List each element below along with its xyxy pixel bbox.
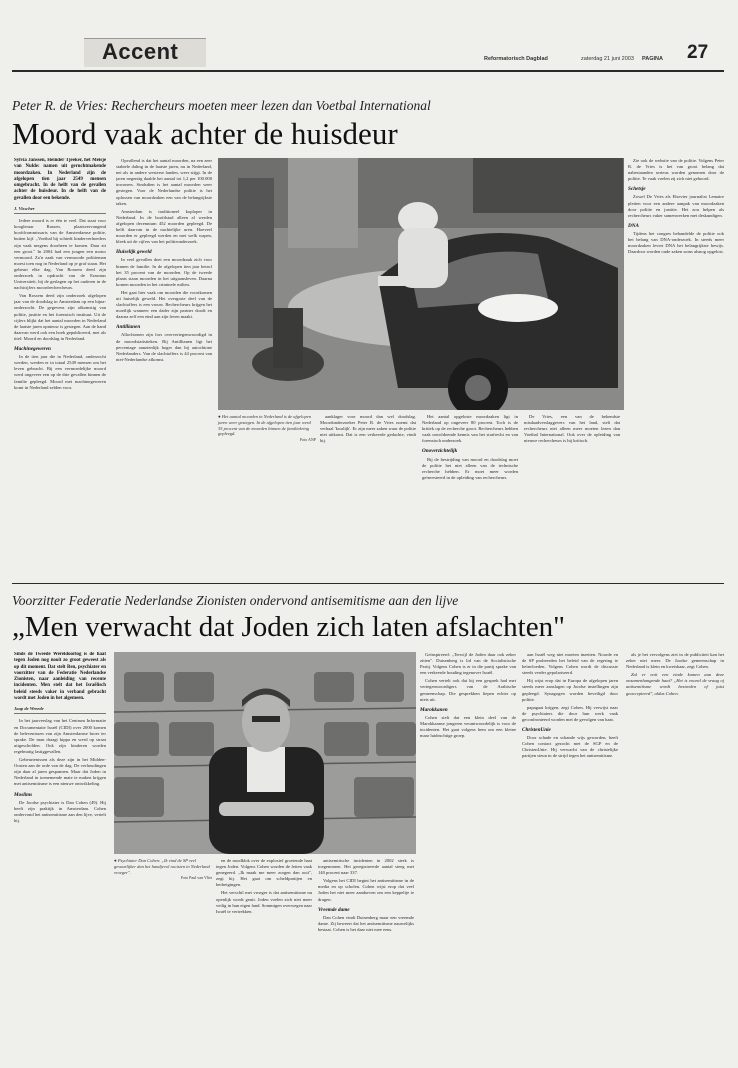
article2-sub-2: Vreemde dame: [318, 906, 350, 913]
article1-sub-6: DNA: [628, 222, 639, 229]
article2-caption-text: Psychiater Dan Cohen: „Ik vind de SP veel gevaarlijker dan het handjevol racisten in Nederland vroeger".: [114, 858, 210, 875]
article1-text-5: De Vries, een van de bekendste misdaadverslaggevers van het land, stelt dat rechercheurs niet alleen meer moeten lezen dan Voetbal International. Ook over de opleiding van nieuwe rechercheurs is hij kritisch.: [524, 414, 620, 444]
article2-caption: [114, 858, 212, 881]
article2-lead: Sinds de Tweede Wereldoorlog is de haat tegen Joden nog nooit zo groot geweest als op dit moment. Dat stelt Ben, psychiater en voorzitter van de Federatie Nederlandse Zionisten, naar aanleiding van recente incidenten. Men stelt dat het Israëlisch beleid steeds vaker in verband gebracht wordt met Joden in het algemeen.: [14, 652, 106, 702]
article1-text-1b: Van Rossem deed zijn onderzoek afgelopen jaar van de doodslag in Amsterdam op een bijna-onderzocht. De gegevens zijn afkomstig van politie, justitie en het forensisch instituut. Uit de cijfers blijkt dat het aantal moorden in Nederland de laatste jaren opnieuw is gestegen. Aan de hand daarvan werd ook een boek gepubliceerd, met als titel: Moord en doodslag in Nederland.: [14, 293, 106, 341]
article1-lead: Sylvia Janssen, Heinder Tjeeker, het Meisje van Nulde: namen uit geruchtmakende moordzaken. In Nederland zijn de afgelopen tien jaar 2549 mensen omgebracht. In de helft van de gevallen achter de huisdeur. In de helft van de gevallen door een bekende.: [14, 158, 106, 201]
article1-text-6b: Zowel De Vries als Elsevier journalist Lemaire pleiten voor een andere aanpak van moordzaken door politie en justitie. Het zou helpen als rechercheurs vaker samenwerken met deskundigen.: [628, 194, 724, 218]
section-title: Accent: [102, 39, 179, 64]
article2-col5: [522, 652, 618, 1056]
article2-sub-4: ChristenUnie: [522, 727, 551, 734]
article1-text-6: Zie ook de website van de politie. Volgens Peter R. de Vries is het van groot belang dat nabestaanden serieus worden genomen door de politie. Te vaak voelen zij zich niet gehoord.: [628, 158, 724, 182]
article1-caption-text: Het aantal moorden in Nederland is de afgelopen jaren weer gestegen. In de afgelopen tien jaar werd 35 procent van de moorden binnen de familiekring gepleegd.: [218, 414, 312, 437]
article1-text-2: Opvallend is dat het aantal moorden, na een zeer stabiele daling in de laatste jaren, nu in Nederland, net als in andere westerse landen, weer stijgt. In de jaren negentig daalde het aantal tot 1,2 per 100.000 inwoners. Sindsdien is het aantal moorden weer gestegen. Voor de Nederlandse politie is het oplossen van moordzaken een van de belangrijkste taken.: [116, 158, 212, 206]
article2-text-2: en de noodklok over de explosief groeiende haat tegen Joden. Volgens Cohen worden de feiten vaak genegeerd. „Ik maak me meer zorgen dan ooit", zegt hij. Het gaat om scheldpartijen en bedreigingen.: [216, 858, 312, 888]
article2-text-5b: Hij wijst erop dat in Europa de afgelopen jaren steeds meer aanslagen op Joodse instellingen zijn gepleegd. Synagogen worden beveiligd door politie.: [522, 678, 618, 702]
article1-headline: Moord vaak achter de huisdeur: [12, 116, 398, 151]
article2-photo: [114, 652, 416, 854]
article1-kicker: Peter R. de Vries: Rechercheurs moeten meer lezen dan Voetbal International: [12, 98, 431, 113]
article1-col4: [422, 414, 518, 568]
article1-byline: J. Visscher: [14, 206, 106, 214]
article1-col3: [320, 414, 416, 568]
article2-text-2b: Het verschil met vroeger is dat antisemitisme nu openlijk wordt geuit. Joden voelen zich niet meer veilig in hun eigen land. Sommigen overwegen naar Israël te vertrekken.: [216, 890, 312, 914]
article1-text-2e: Allochtonen zijn fors oververtegenwoordigd in de moordstatistieken. Bij Antillianen ligt het percentage aanzienlijk hoger dan bij autochtone Nederlanders. Van de slachtoffers is 44 procent van niet-Nederlandse afkomst.: [116, 332, 212, 362]
article1-text-6c: Tijdens het congres behandelde de politie ook het belang van DNA-onderzoek. In steeds meer moordzaken levert DNA het belangrijkste bewijs. Daardoor worden oude zaken soms alsnog opgelost.: [628, 230, 724, 255]
masthead-rule: [12, 70, 724, 72]
article2-sub-1: Moslims: [14, 791, 33, 798]
masthead: [14, 32, 724, 70]
article1-text-4b: Bij de bestrijding van moord en doodslag moet de politie het niet alleen van de technische recherche hebben. Er moet meer worden geïnvesteerd in de opleiding van rechercheurs.: [422, 456, 518, 480]
article2-text-6: papagaai krijgen, zegt Cohen. Hij verwijst naar de psychiaters die door hun werk vaak geconfronteerd worden met de gevolgen van haat.: [522, 704, 618, 722]
article1-sub-1: Machinegeweren: [14, 346, 51, 353]
article2-headline: „Men verwacht dat Joden zich laten afslachten": [12, 611, 565, 643]
newspaper-name: Reformatorisch Dagblad: [484, 56, 548, 62]
article2-text-4b: Cohen vertelt ook dat hij een gesprek had met vertegenwoordigers van de Arabische gemeenschap. Die gesprekken liepen echter op niets uit.: [420, 678, 516, 702]
page-number: 27: [687, 42, 709, 63]
article2-text-4c: Cohen stelt dat een klein deel van de Marokkaanse jongeren verantwoordelijk is voor de incidenten. Het gaat volgens hem om een kleine maar luidruchtige groep.: [420, 714, 516, 739]
article2-col7: [626, 652, 724, 1056]
article1-col5: [524, 414, 620, 568]
article2-photo-credit: Foto Paul van Vliet: [180, 875, 212, 881]
article1-text-2c: In veel gevallen doet een moordzaak zich voor binnen de familie. In de afgelopen tien jaar betrof het 35 procent van de moorden. Op de tweede plaats staan moorden in het uitgaansleven. Daarna komen moorden in het criminele milieu.: [116, 257, 212, 287]
portrait-photo-image: [114, 652, 416, 854]
article1-col1: [14, 158, 106, 570]
article2-text-3: antisemitische incidenten in 2002 sterk is toegenomen. Het geregistreerde aantal steeg met 140 procent naar 337.: [318, 858, 414, 876]
article2-text-1: In het jaarverslag van het Centrum Informatie en Documentatie Israël (CIDI) over 2000 komen de belevenissen van zijn Amsterdamse broer ter sprake. De man draagt kippa en werd op straat uitgescholden. Ook zijn kinderen worden regelmatig lastiggevallen.: [14, 718, 106, 754]
article1-caption: [218, 414, 316, 443]
article2-col2: [216, 858, 312, 1056]
article2-text-3c: Dan Cohen vindt Duisenberg maar een vreemde dame. Zij beweert dat het antisemitisme nauwelijks bestaat. Cohen is het daar niet mee eens.: [318, 914, 414, 932]
article2-text-3b: Volgens het CIDI begint het antisemitisme in de media en op scholen. Cohen wijst erop dat veel Joden het niet meer aandurven om een keppeltje te dragen.: [318, 878, 414, 902]
article2-kicker: Voorzitter Federatie Nederlandse Zionisten ondervond antisemitisme aan den lijve: [12, 593, 459, 608]
article1-text-2b: Amsterdam is traditioneel koploper in Nederland. In de hoofdstad alleen al werden afgelopen decennium 452 moorden gepleegd. De helft daarvan in de nachtelijke uren. Hoeveel moorden er gepleegd werden en met welk wapen, bleek uit de cijfers van het politieonderzoek.: [116, 208, 212, 245]
article2-byline: Jaap de Wreede: [14, 706, 106, 714]
article2-col4: [420, 652, 516, 1056]
article1-sub-4: Onoverzichtelijk: [422, 448, 458, 455]
article2-text-7: als je het vervolgens ziet in de publiciteit kan het zeker niet meer. De Joodse gemeenschap in Nederland is klein en kwetsbaar, zegt Cohen.: [626, 652, 724, 670]
article1-text-2d: Het gaat hier vaak om moorden die voortkomen uit huiselijk geweld. Het overgrote deel van de slachtoffers is een vrouw. Rechercheurs krijgen het moeilijk wanneer een dader zijn partner doodt en daarna zelf een eind aan zijn leven maakt.: [116, 289, 212, 320]
caption-bullet-icon: ●: [218, 414, 222, 419]
article2-text-5: aan Israël weg niet moeten inzetten. Noorde en de SP probeerden het beleid van de regering te beïnvloeden. Volgens Cohen wordt de discussie steeds verder gepolariseerd.: [522, 652, 618, 676]
crime-scene-photo-image: [218, 158, 624, 410]
article2-col3: [318, 858, 414, 1056]
article1-col6: [628, 158, 724, 570]
article-divider: [12, 583, 724, 584]
article1-sub-5: Schetsje: [628, 186, 646, 193]
article2-text-1b: Gebeurtenissen als deze zijn in het Midden-Oosten aan de orde van de dag. De verhoudingen zijn daar al jaren gespannen. Maar dat Joden in Nederland in toenemende mate te maken krijgen met antisemitisme is een nieuwe ontwikkeling.: [14, 757, 106, 787]
issue-date: zaterdag 21 juni 2003: [581, 56, 634, 62]
article2-col1: [14, 652, 106, 1056]
article1-text-1: Iedere moord is er één te veel. Dat staat voor hoogleraar Rassen, plaatsvervangend hoofdcommissaris van de Amsterdamse politie, buiten kijf. „Voetbal bij schiedt kinderverhoeders zijn vaak nergens doorheen te komen. Daar zit een groot." In 2004 had een jongen een motor vermoord. Zo'n zaak van vermoorde politieman moest toen nog in Nederland op je graf staan. Het gebeurt elke dag. Van Rossem deed zijn onderzoek in opdracht van de Erasmus Universiteit, bij de geslagen op het ouderen in de nachtcijfers moordrechercheurs.: [14, 218, 106, 291]
article2-text-1c: De Joodse psychiater is Dan Cohen (49). Hij heeft zijn praktijk in Amsterdam. Cohen ondervond het antisemitisme aan den lijve, vertelt hij.: [14, 799, 106, 823]
article1-text-3: aanklager voor moord dan wel doodslag. Moordonderzoeker Peter R. de Vries noemt dat verhaal 'kwalijk'. Er zijn meer zaken waar de politie niet uitkomt. Dat is een verkeerde gedachte, vindt hij.: [320, 414, 416, 444]
article1-photo-credit: Foto ANP: [299, 437, 316, 443]
article1-col2: [116, 158, 212, 570]
article2-text-6b: Door schade en schande wijs geworden, heeft Cohen contact gezocht met de SGP en de ChristenUnie. Hij verwacht van de christelijke partijen steun in de strijd tegen het antisemitisme.: [522, 735, 618, 759]
article1-sub-2: Huiselijk geweld: [116, 249, 152, 256]
article2-text-4: Geïnspireerd: „Terwijl de Joden daar ook zeker zitten". Duisenberg is lid van de Socialistische Partij. Volgens Cohen is er in die partij sprake van een verkeerde houding tegenover Israël.: [420, 652, 516, 676]
caption-bullet-icon: ●: [114, 858, 118, 863]
article2-text-7b: Zal er ooit een einde komen aan deze onsamenhangende haat? „Het is vooral de vraag of antisemitisme wordt bestreden of juist geaccepteerd", aldus Cohen.: [626, 672, 724, 696]
article2-sub-3: Marokkanen: [420, 706, 448, 713]
article1-photo: [218, 158, 624, 410]
article1-text-4: Het aantal opgeloste moordzaken ligt in Nederland op ongeveer 80 procent. Toch is de kritiek op de recherche groot. Rechercheurs hebben vaak onvoldoende kennis van het strafrecht en van forensisch onderzoek.: [422, 414, 518, 444]
page-label: PAGINA: [642, 56, 663, 62]
article1-text-1c: In de tien jaar die in Nederland, onderzocht werden, werden er in totaal 2549 mensen om het leven gebracht. Bij een vermoedelijke moord werd ongeveer een op de drie gevallen binnen de familie gepleegd. Moord met machinegeweren komt in Nederland zelden voor.: [14, 354, 106, 390]
article1-sub-3: Antillianen: [116, 324, 141, 331]
